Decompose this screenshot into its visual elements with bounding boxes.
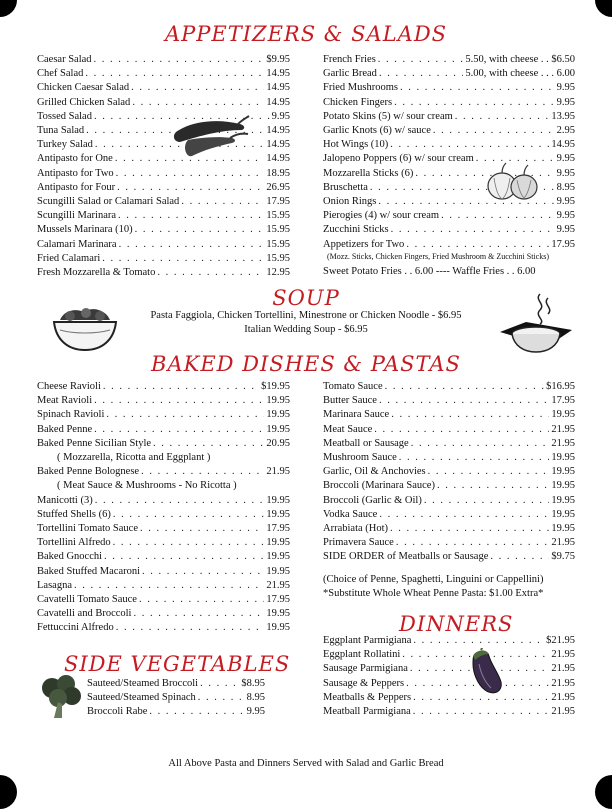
menu-item-name: Baked Stuffed Macaroni — [37, 565, 141, 577]
menu-item-name: Broccoli Rabe — [87, 706, 148, 718]
menu-item — [37, 621, 290, 635]
soup-bowl-icon — [496, 290, 576, 360]
menu-item — [37, 209, 290, 223]
pasta-choice-block — [323, 573, 583, 601]
menu-item-price: 21.95 — [551, 437, 575, 449]
menu-item — [323, 380, 575, 394]
menu-item-name: Appetizers for Two — [323, 238, 405, 250]
menu-item — [37, 607, 290, 621]
menu-item-name: Tossed Salad — [37, 110, 92, 122]
menu-item — [87, 691, 265, 705]
menu-item-name: Butter Sauce — [323, 395, 377, 407]
side-vegetables-heading: SIDE VEGETABLES — [64, 652, 291, 676]
corner-bottom-left — [0, 775, 17, 809]
menu-item-name: Potato Skins (5) w/ sour cream — [323, 110, 453, 122]
dot-leader — [116, 167, 265, 181]
menu-item-name: Zucchini Sticks — [323, 224, 389, 236]
dot-leader — [95, 494, 265, 508]
dot-leader — [411, 437, 550, 451]
menu-item-name: Calamari Marinara — [37, 238, 117, 250]
dot-leader — [413, 634, 544, 648]
menu-item-name: Primavera Sauce — [323, 537, 394, 549]
menu-item-price: 18.95 — [266, 167, 290, 179]
menu-item-price: 5.50, with cheese . . $6.50 — [465, 54, 575, 65]
menu-item — [323, 408, 575, 422]
dot-leader — [103, 380, 259, 394]
menu-item-name: Baked Gnocchi — [37, 551, 103, 563]
menu-item-name: Garlic, Oil & Anchovies — [323, 466, 426, 478]
menu-item-name: Baked Penne Sicilian Style — [37, 437, 152, 449]
menu-item-price: 20.95 — [266, 437, 290, 449]
broccoli-icon — [38, 674, 84, 720]
menu-item — [37, 550, 290, 564]
menu-item — [323, 223, 575, 237]
menu-item — [323, 691, 575, 705]
menu-item — [87, 677, 265, 691]
menu-item-price: 19.95 — [551, 452, 575, 464]
menu-item-name: Scungilli Salad or Calamari Salad — [37, 196, 180, 208]
menu-item-price: $21.95 — [546, 635, 575, 646]
menu-item-name: Meatball or Sausage — [323, 437, 409, 449]
menu-item-price: 12.95 — [266, 267, 290, 279]
soup-line-2: Italian Wedding Soup - $6.95 — [244, 324, 368, 336]
dot-leader — [113, 508, 264, 522]
menu-item — [323, 522, 575, 536]
appetizers-right-list — [323, 53, 575, 252]
menu-item — [37, 81, 290, 95]
dot-leader — [117, 181, 264, 195]
menu-item-name: Eggplant Parmigiana — [323, 635, 412, 646]
dot-leader — [198, 691, 245, 705]
menu-item — [323, 53, 575, 67]
menu-item-name: Onion Rings — [323, 196, 377, 208]
dot-leader — [390, 522, 549, 536]
dot-leader — [378, 53, 464, 67]
dot-leader — [141, 465, 264, 479]
menu-item — [323, 423, 575, 437]
menu-item — [323, 96, 575, 110]
menu-item-name: Sauteed/Steamed Spinach — [87, 692, 196, 704]
menu-item — [323, 662, 575, 676]
menu-item — [37, 124, 290, 138]
dot-leader — [379, 394, 549, 408]
menu-item-name: Cavatelli Tomato Sauce — [37, 594, 137, 606]
appetizers-heading: APPETIZERS & SALADS — [164, 22, 448, 46]
menu-item — [323, 124, 575, 138]
soup-line-1: Pasta Faggiola, Chicken Tortellini, Minestrone or Chicken Noodle - $6.95 — [150, 310, 462, 321]
dot-leader — [133, 607, 264, 621]
menu-item — [37, 423, 290, 437]
menu-item-price: 9.95 — [246, 706, 265, 718]
appetizers-for-two-note-block — [323, 250, 583, 279]
menu-item-price: 21.95 — [266, 466, 290, 478]
menu-item-name: Tomato Sauce — [323, 381, 383, 392]
menu-item — [87, 705, 265, 719]
menu-item — [37, 195, 290, 209]
menu-item — [323, 451, 575, 465]
menu-item-price: 9.95 — [556, 96, 575, 108]
dot-leader — [428, 465, 550, 479]
baked-left-list — [37, 380, 290, 636]
menu-item-name: Sausage Parmigiana — [323, 663, 408, 675]
menu-item-name: Stuffed Shells (6) — [37, 508, 111, 520]
dot-leader — [140, 522, 264, 536]
dot-leader — [94, 423, 264, 437]
dot-leader — [433, 124, 555, 138]
menu-item-price: 21.95 — [551, 677, 575, 689]
dinners-heading: DINNERS — [399, 612, 514, 636]
garlic-icon — [484, 162, 542, 202]
menu-item — [323, 634, 575, 648]
menu-item — [37, 167, 290, 181]
menu-item-price: 19.95 — [551, 409, 575, 421]
dot-leader — [85, 67, 264, 81]
baked-right-list — [323, 380, 575, 565]
menu-item — [37, 565, 290, 579]
menu-item — [323, 209, 575, 223]
menu-item — [37, 522, 290, 536]
menu-item — [37, 53, 290, 67]
salad-bowl-icon — [50, 306, 120, 356]
menu-item-name: Antipasto for One — [37, 153, 113, 165]
menu-item — [37, 494, 290, 508]
appetizers-left-list — [37, 53, 290, 280]
dot-leader — [118, 209, 264, 223]
dot-leader — [400, 81, 555, 95]
dot-leader — [94, 394, 264, 408]
menu-item-price: 14.95 — [266, 153, 290, 165]
menu-item-name: Sauteed/Steamed Broccoli — [87, 678, 199, 689]
menu-item — [323, 394, 575, 408]
menu-item-name: Broccoli (Marinara Sauce) — [323, 480, 435, 492]
menu-item-price: 9.95 — [556, 167, 575, 179]
menu-item — [37, 252, 290, 266]
menu-item-price: 17.95 — [266, 594, 290, 606]
footer-text: All Above Pasta and Dinners Served with Salad and Garlic Bread — [168, 758, 444, 769]
menu-item-price: 26.95 — [266, 181, 290, 193]
dot-leader — [379, 508, 549, 522]
dot-leader — [113, 536, 265, 550]
dot-leader — [455, 110, 550, 124]
menu-item-name: Cheese Ravioli — [37, 381, 101, 392]
dot-leader — [102, 252, 264, 266]
menu-item-name: Meatballs & Peppers — [323, 691, 412, 703]
menu-item — [37, 181, 290, 195]
menu-item — [37, 152, 290, 166]
corner-top-left — [0, 0, 17, 17]
menu-item-name: Turkey Salad — [37, 139, 93, 151]
menu-item-price: 14.95 — [266, 125, 290, 137]
menu-item — [323, 536, 575, 550]
menu-item-name: Sausage & Peppers — [323, 677, 405, 689]
pasta-choice: (Choice of Penne, Spaghetti, Linguini or Cappellini) — [323, 574, 544, 585]
menu-item-price: $16.95 — [546, 381, 575, 392]
menu-item-name: French Fries — [323, 54, 376, 65]
menu-item-name: Fettuccini Alfredo — [37, 622, 114, 634]
menu-item — [323, 705, 575, 719]
dot-leader — [490, 550, 549, 564]
menu-item-price: 2.95 — [556, 125, 575, 137]
dot-leader — [437, 479, 549, 493]
menu-item — [323, 677, 575, 691]
menu-item-name: Baked Penne — [37, 423, 93, 435]
menu-item-price: 19.95 — [266, 608, 290, 620]
menu-item — [37, 465, 290, 479]
menu-item — [323, 508, 575, 522]
menu-item-name: Chicken Fingers — [323, 96, 393, 108]
menu-item-name: Arrabiata (Hot) — [323, 523, 389, 535]
menu-item-price: $9.75 — [551, 551, 575, 563]
menu-item-price: 17.95 — [551, 238, 575, 250]
menu-item-name: Pierogies (4) w/ sour cream — [323, 210, 440, 222]
menu-item-name: Chicken Caesar Salad — [37, 82, 130, 94]
menu-item-price: 8.95 — [556, 181, 575, 193]
dot-leader — [391, 223, 555, 237]
item-note: ( Mozzarella, Ricotta and Eggplant ) — [57, 452, 211, 464]
menu-item — [323, 550, 575, 564]
soup-text — [100, 309, 512, 337]
menu-item-price: 9.95 — [556, 196, 575, 208]
dot-leader — [132, 96, 264, 110]
menu-item — [37, 437, 290, 451]
dot-leader — [104, 550, 264, 564]
menu-item-name: Meat Sauce — [323, 423, 373, 435]
appetizers-for-two-note: (Mozz. Sticks, Chicken Fingers, Fried Mushroom & Zucchini Sticks) — [327, 252, 549, 261]
dinners-list — [323, 634, 575, 719]
menu-item-price: 15.95 — [266, 210, 290, 222]
menu-item — [37, 579, 290, 593]
peppers-icon — [170, 112, 250, 162]
menu-item-name: Fried Mushrooms — [323, 82, 398, 94]
menu-item-name: Mozzarella Sticks (6) — [323, 167, 414, 179]
menu-item-price: 19.95 — [266, 508, 290, 520]
menu-item — [37, 266, 290, 280]
dot-leader — [413, 705, 550, 719]
menu-item — [323, 648, 575, 662]
menu-item-name: Tortellini Alfredo — [37, 537, 111, 549]
menu-item — [37, 96, 290, 110]
menu-item-name: Lasagna — [37, 579, 72, 591]
menu-item-price: 17.95 — [551, 395, 575, 407]
menu-item-price: 21.95 — [551, 663, 575, 675]
menu-item-name: Bruschetta — [323, 181, 368, 193]
menu-item-name: Meat Ravioli — [37, 395, 93, 407]
menu-item — [323, 494, 575, 508]
menu-item-price: 19.95 — [266, 409, 290, 421]
menu-item-price: 17.95 — [266, 196, 290, 208]
dot-leader — [200, 677, 239, 691]
menu-item-price: 19.95 — [551, 480, 575, 492]
dot-leader — [94, 53, 265, 67]
menu-item-price: 19.95 — [551, 494, 575, 506]
dot-leader — [119, 238, 265, 252]
dot-leader — [181, 195, 264, 209]
menu-item-name: Tuna Salad — [37, 125, 85, 137]
menu-item-name: Cavatelli and Broccoli — [37, 608, 132, 620]
menu-item-price: 14.95 — [266, 139, 290, 151]
menu-item-name: Fresh Mozzarella & Tomato — [37, 267, 156, 279]
dot-leader — [374, 423, 549, 437]
menu-item-price: 9.95 — [556, 153, 575, 165]
menu-item-price: 19.95 — [551, 508, 575, 520]
menu-item — [37, 394, 290, 408]
menu-item-price: 19.95 — [266, 423, 290, 435]
dot-leader — [385, 380, 545, 394]
dot-leader — [135, 223, 265, 237]
menu-item-name: Hot Wings (10) — [323, 139, 389, 151]
menu-item-name: SIDE ORDER of Meatballs or Sausage — [323, 551, 489, 563]
menu-item — [37, 508, 290, 522]
menu-item — [37, 593, 290, 607]
menu-item — [323, 110, 575, 124]
menu-item — [323, 465, 575, 479]
menu-item-name: Baked Penne Bolognese — [37, 466, 140, 478]
menu-item — [323, 81, 575, 95]
dot-leader — [379, 67, 463, 81]
menu-item-name: Broccoli (Garlic & Oil) — [323, 494, 422, 506]
dot-leader — [391, 408, 549, 422]
menu-item — [37, 138, 290, 152]
menu-item-name: Caesar Salad — [37, 54, 92, 65]
menu-item-price: 21.95 — [551, 649, 575, 661]
menu-item — [323, 437, 575, 451]
menu-item-price: 9.95 — [556, 224, 575, 236]
menu-item-name: Marinara Sauce — [323, 409, 390, 421]
menu-item-price: 21.95 — [551, 537, 575, 549]
menu-item-price: 17.95 — [266, 523, 290, 535]
menu-item-price: 15.95 — [266, 224, 290, 236]
menu-item — [323, 138, 575, 152]
dot-leader — [142, 565, 264, 579]
menu-item-name: Eggplant Rollatini — [323, 649, 401, 661]
menu-item-price: 13.95 — [551, 110, 575, 122]
menu-item-price: 19.95 — [551, 523, 575, 535]
sweet-potato-fries-line: Sweet Potato Fries . . 6.00 ---- Waffle Fries . . 6.00 — [323, 266, 536, 278]
menu-item-name: Antipasto for Two — [37, 167, 114, 179]
menu-item-name: Garlic Knots (6) w/ sauce — [323, 125, 431, 137]
menu-item-price: 19.95 — [266, 622, 290, 634]
dot-leader — [116, 621, 265, 635]
menu-item — [37, 536, 290, 550]
menu-item — [323, 479, 575, 493]
menu-item — [323, 67, 575, 81]
dot-leader — [441, 209, 555, 223]
eggplant-icon — [465, 648, 511, 696]
menu-item — [37, 380, 290, 394]
soup-heading: SOUP — [272, 286, 340, 310]
menu-item — [37, 67, 290, 81]
dot-leader — [390, 138, 549, 152]
menu-item-price: 14.95 — [266, 96, 290, 108]
side-vegetables-list — [87, 677, 265, 720]
dot-leader — [153, 437, 264, 451]
menu-item-price: 21.95 — [551, 423, 575, 435]
menu-item-name: Fried Calamari — [37, 252, 101, 264]
whole-wheat-note: *Substitute Whole Wheat Penne Pasta: $1.00 Extra* — [323, 588, 544, 600]
dot-leader — [131, 81, 264, 95]
menu-item-name: Jalopeno Poppers (6) w/ sour cream — [323, 153, 474, 165]
dot-leader — [399, 451, 550, 465]
dot-leader — [74, 579, 264, 593]
menu-item — [37, 238, 290, 252]
corner-top-right — [595, 0, 612, 17]
menu-item-name: Tortellini Tomato Sauce — [37, 523, 138, 535]
dot-leader — [149, 705, 244, 719]
menu-item-price: 21.95 — [551, 691, 575, 703]
menu-item — [37, 408, 290, 422]
menu-item-price: 19.95 — [551, 466, 575, 478]
menu-item — [37, 223, 290, 237]
menu-item-price: $19.95 — [261, 381, 290, 392]
menu-item-price: 21.95 — [266, 579, 290, 591]
dot-leader — [394, 96, 555, 110]
corner-bottom-right — [595, 775, 612, 809]
menu-item-price: 19.95 — [266, 565, 290, 577]
menu-item-name: Mussels Marinara (10) — [37, 224, 133, 236]
baked-heading: BAKED DISHES & PASTAS — [151, 352, 461, 376]
menu-item-price: 15.95 — [266, 252, 290, 264]
dot-leader — [424, 494, 550, 508]
menu-item-name: Vodka Sauce — [323, 508, 378, 520]
menu-item-name: Grilled Chicken Salad — [37, 96, 131, 108]
menu-item — [37, 110, 290, 124]
dot-leader — [157, 266, 264, 280]
menu-item-name: Antipasto for Four — [37, 181, 116, 193]
item-note: ( Meat Sauce & Mushrooms - No Ricotta ) — [57, 480, 237, 492]
menu-item-name: Spinach Ravioli — [37, 409, 105, 421]
menu-item-price: 5.00, with cheese . . . 6.00 — [465, 68, 575, 80]
menu-item-price: 14.95 — [266, 82, 290, 94]
menu-item-name: Manicotti (3) — [37, 494, 93, 506]
menu-item-name: Mushroom Sauce — [323, 452, 397, 464]
dot-leader — [139, 593, 264, 607]
menu-item-name: Scungilli Marinara — [37, 210, 117, 222]
menu-item-name: Garlic Bread — [323, 68, 377, 80]
menu-item-price: 14.95 — [551, 139, 575, 151]
menu-item-price: 8.95 — [246, 692, 265, 704]
menu-item-name: Chef Salad — [37, 68, 84, 80]
menu-item-price: 19.95 — [266, 551, 290, 563]
menu-item-price: $9.95 — [266, 54, 290, 65]
menu-item-price: 15.95 — [266, 238, 290, 250]
menu-item-price: 19.95 — [266, 395, 290, 407]
menu-item-price: 21.95 — [551, 706, 575, 718]
dot-leader — [106, 408, 264, 422]
menu-item-price: 14.95 — [266, 68, 290, 80]
menu-item-price: 9.95 — [556, 82, 575, 94]
menu-item-price: 9.95 — [556, 210, 575, 222]
dot-leader — [396, 536, 550, 550]
menu-item-price: 19.95 — [266, 494, 290, 506]
menu-item-price: 19.95 — [266, 537, 290, 549]
menu-item-price: 9.95 — [271, 110, 290, 122]
menu-item-name: Meatball Parmigiana — [323, 706, 411, 718]
menu-item-price: $8.95 — [241, 678, 265, 689]
